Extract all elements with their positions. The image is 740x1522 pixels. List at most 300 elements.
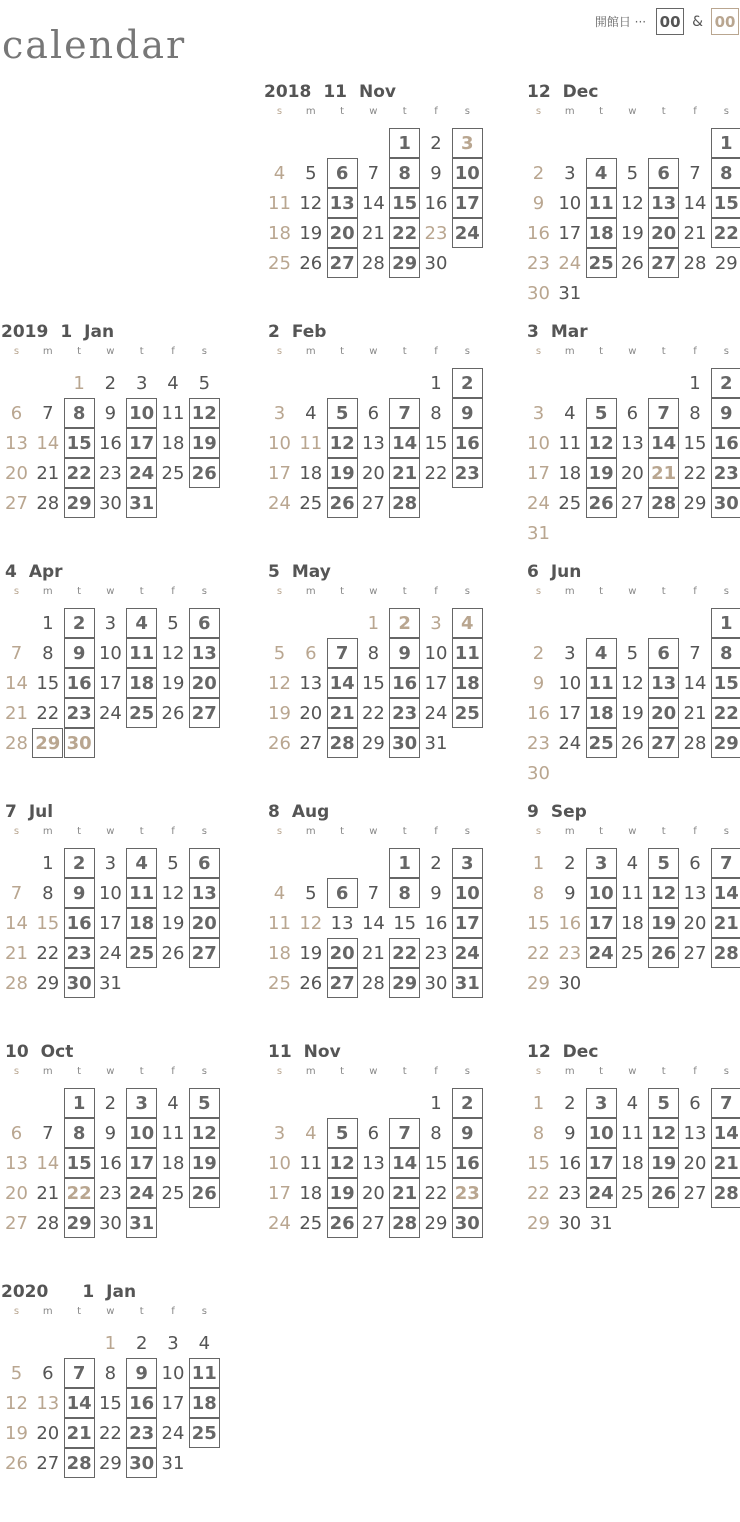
open-day: 15 [711, 188, 740, 218]
calendar-day: 4 [167, 372, 179, 394]
calendar-day: 23 [98, 1182, 122, 1204]
calendar-day: 31 [558, 282, 582, 304]
weekday-label: w [369, 346, 378, 357]
calendar-day: 5 [305, 162, 317, 184]
calendar-day: 29 [527, 1212, 550, 1234]
open-day: 31 [126, 1208, 157, 1238]
calendar-day: 15 [36, 672, 60, 694]
open-day: 15 [711, 668, 740, 698]
calendar-day: 31 [98, 972, 122, 994]
month-number: 11 [268, 1042, 292, 1062]
calendar-day: 16 [558, 1152, 582, 1174]
calendar-day: 27 [5, 492, 28, 514]
calendar-day: 1 [689, 372, 701, 394]
calendar-day: 29 [527, 972, 550, 994]
month-header [1, 562, 63, 584]
calendar-day: 16 [98, 1152, 122, 1174]
calendar-day: 19 [620, 222, 644, 244]
calendar-day: 1 [430, 1092, 442, 1114]
calendar-day: 15 [527, 1152, 550, 1174]
open-day: 5 [327, 398, 358, 428]
calendar-day: 28 [361, 972, 385, 994]
weekday-label: t [599, 106, 604, 117]
open-day: 26 [648, 938, 679, 968]
open-day: 20 [648, 698, 679, 728]
weekday-label: t [139, 826, 144, 837]
calendar-day: 7 [367, 162, 380, 184]
month-cal-2 [264, 322, 484, 562]
open-day: 23 [452, 1178, 483, 1208]
calendar-day: 16 [424, 192, 448, 214]
open-day: 17 [586, 1148, 617, 1178]
weekday-label: m [305, 826, 316, 837]
calendar-day: 14 [5, 672, 28, 694]
calendar-day: 11 [268, 192, 291, 214]
open-day: 17 [452, 188, 483, 218]
open-day: 12 [189, 398, 220, 428]
calendar-day: 2 [564, 1092, 576, 1114]
month-header [523, 1042, 598, 1064]
calendar-day: 3 [273, 1122, 286, 1144]
month-cal-11 [264, 1042, 484, 1282]
weekday-label: f [434, 826, 438, 837]
open-day: 5 [648, 848, 679, 878]
weekday-label: t [402, 826, 407, 837]
weekday-label: f [693, 826, 697, 837]
calendar-day: 25 [620, 1182, 644, 1204]
open-day: 18 [189, 1388, 220, 1418]
weekday-label: t [139, 1306, 144, 1317]
weekday-label: m [564, 346, 575, 357]
weekday-label: f [171, 346, 175, 357]
weekday-label: s [201, 586, 207, 597]
open-day: 25 [452, 698, 483, 728]
month-header [264, 322, 326, 344]
open-day: 5 [327, 1118, 358, 1148]
calendar-day: 22 [36, 942, 60, 964]
calendar-day: 4 [305, 402, 317, 424]
calendar-day: 3 [564, 642, 576, 664]
open-day: 13 [648, 188, 679, 218]
open-day: 20 [648, 218, 679, 248]
open-day: 21 [711, 1148, 740, 1178]
calendar-day: 28 [5, 972, 28, 994]
month-number: 2 [268, 322, 280, 342]
weekday-label: w [628, 1066, 637, 1077]
calendar-day: 24 [424, 702, 448, 724]
calendar-day: 14 [5, 912, 28, 934]
open-day: 27 [327, 248, 358, 278]
open-day: 8 [64, 398, 95, 428]
open-day: 10 [452, 158, 483, 188]
month-cal-8 [264, 802, 484, 1042]
calendar-day: 18 [161, 432, 185, 454]
open-day: 2 [711, 368, 740, 398]
calendar-day: 9 [104, 1122, 117, 1144]
open-day: 28 [711, 1178, 740, 1208]
calendar-day: 24 [161, 1422, 185, 1444]
weekday-label: t [77, 826, 82, 837]
calendar-day: 29 [36, 972, 60, 994]
weekday-label: s [464, 586, 470, 597]
open-day: 11 [126, 878, 157, 908]
open-day: 15 [64, 1148, 95, 1178]
weekday-label: s [723, 1066, 729, 1077]
open-day: 18 [586, 218, 617, 248]
open-day: 9 [452, 398, 483, 428]
month-header [264, 562, 331, 584]
calendar-day: 12 [620, 672, 644, 694]
weekday-label: s [535, 106, 542, 117]
calendar-day: 30 [558, 1212, 582, 1234]
calendar-day: 18 [299, 1182, 323, 1204]
calendar-day: 8 [430, 402, 442, 424]
calendar-day: 8 [532, 1122, 545, 1144]
calendar-day: 11 [161, 1122, 185, 1144]
open-day: 13 [189, 878, 220, 908]
open-day: 2 [64, 848, 95, 878]
calendar-day: 7 [10, 642, 23, 664]
open-day: 7 [389, 398, 420, 428]
open-day: 28 [648, 488, 679, 518]
calendar-day: 30 [424, 972, 448, 994]
calendar-day: 13 [330, 912, 354, 934]
weekday-label: f [693, 586, 697, 597]
open-day: 31 [452, 968, 483, 998]
open-day: 3 [452, 848, 483, 878]
calendar-day: 22 [361, 702, 385, 724]
weekday-label: f [171, 826, 175, 837]
weekday-label: s [276, 346, 283, 357]
open-day: 1 [389, 128, 420, 158]
calendar-day: 8 [689, 402, 701, 424]
open-day: 21 [711, 908, 740, 938]
open-day: 16 [64, 908, 95, 938]
weekday-label: t [599, 826, 604, 837]
weekday-label: w [106, 346, 115, 357]
calendar-day: 5 [273, 642, 286, 664]
calendar-day: 8 [367, 642, 380, 664]
open-day: 18 [586, 698, 617, 728]
open-day: 23 [389, 698, 420, 728]
calendar-day: 3 [430, 612, 442, 634]
month-cal-3 [523, 322, 740, 562]
open-day: 29 [64, 1208, 95, 1238]
calendar-day: 3 [564, 162, 576, 184]
open-day: 30 [389, 728, 420, 758]
weekday-label: w [369, 826, 378, 837]
calendar-day: 19 [268, 702, 291, 724]
calendar-day: 6 [10, 402, 23, 424]
month-number: 3 [527, 322, 539, 342]
weekday-label: s [464, 1066, 470, 1077]
weekday-label: s [201, 1306, 207, 1317]
calendar-day: 21 [5, 702, 28, 724]
calendar-day: 30 [527, 282, 550, 304]
weekday-label: s [13, 1066, 20, 1077]
open-day: 23 [126, 1418, 157, 1448]
open-day: 1 [711, 608, 740, 638]
open-day: 22 [711, 698, 740, 728]
calendar-day: 9 [430, 882, 442, 904]
month-number: 5 [268, 562, 280, 582]
calendar-day: 27 [620, 492, 644, 514]
calendar-day: 6 [367, 1122, 380, 1144]
weekday-label: s [464, 106, 470, 117]
weekday-label: w [369, 1066, 378, 1077]
weekday-label: f [171, 1066, 175, 1077]
open-day: 29 [389, 248, 420, 278]
open-day: 14 [327, 668, 358, 698]
open-day: 20 [327, 938, 358, 968]
calendar-day: 28 [683, 252, 707, 274]
weekday-label: t [139, 346, 144, 357]
open-day: 24 [126, 458, 157, 488]
weekday-label: m [564, 106, 575, 117]
weekday-label: f [434, 106, 438, 117]
calendar-day: 25 [268, 252, 291, 274]
month-number: 9 [527, 802, 539, 822]
calendar-day: 20 [361, 1182, 385, 1204]
weekday-label: m [305, 1066, 316, 1077]
open-day: 19 [648, 1148, 679, 1178]
calendar-day: 16 [424, 912, 448, 934]
calendar-day: 13 [299, 672, 323, 694]
calendar-day: 10 [558, 672, 582, 694]
calendar-day: 27 [361, 1212, 385, 1234]
calendar-day: 21 [683, 702, 707, 724]
calendar-day: 20 [5, 1182, 28, 1204]
open-day: 25 [586, 248, 617, 278]
weekday-label: f [693, 106, 697, 117]
calendar-day: 13 [683, 882, 707, 904]
calendar-day: 13 [620, 432, 644, 454]
weekday-label: t [402, 106, 407, 117]
month-cal-10 [1, 1042, 221, 1282]
calendar-day: 8 [104, 1362, 117, 1384]
month-name: Dec [562, 1042, 599, 1062]
calendar-day: 4 [273, 162, 286, 184]
calendar-day: 16 [98, 432, 122, 454]
calendar-day: 31 [527, 522, 550, 544]
open-day: 20 [189, 908, 220, 938]
open-day: 11 [452, 638, 483, 668]
open-day: 14 [711, 878, 740, 908]
month-header [1, 802, 53, 824]
open-day: 18 [452, 668, 483, 698]
open-day: 7 [711, 848, 740, 878]
open-day: 28 [389, 488, 420, 518]
open-day: 26 [189, 458, 220, 488]
calendar-day: 15 [424, 1152, 448, 1174]
weekday-label: t [340, 106, 345, 117]
open-day: 18 [126, 668, 157, 698]
open-day: 9 [452, 1118, 483, 1148]
calendar-day: 24 [268, 1212, 291, 1234]
calendar-day: 3 [532, 402, 545, 424]
open-day: 8 [711, 638, 740, 668]
calendar-day: 4 [626, 1092, 639, 1114]
calendar-day: 11 [268, 912, 291, 934]
calendar-day: 14 [36, 432, 60, 454]
open-day: 30 [126, 1448, 157, 1478]
month-header [1, 1282, 136, 1304]
calendar-day: 9 [532, 192, 545, 214]
calendar-day: 28 [36, 1212, 60, 1234]
calendar-day: 13 [361, 432, 385, 454]
weekday-label: s [723, 826, 729, 837]
open-day: 16 [711, 428, 740, 458]
calendar-day: 3 [273, 402, 286, 424]
calendar-day: 4 [564, 402, 576, 424]
calendar-day: 10 [98, 642, 122, 664]
open-day: 25 [126, 698, 157, 728]
open-day: 7 [711, 1088, 740, 1118]
month-cal-7 [1, 802, 221, 1042]
calendar-day: 6 [42, 1362, 54, 1384]
open-day: 30 [711, 488, 740, 518]
month-cal-5 [264, 562, 484, 802]
calendar-day: 2 [430, 132, 442, 154]
open-day: 28 [327, 728, 358, 758]
calendar-day: 23 [527, 732, 550, 754]
calendar-day: 24 [98, 942, 122, 964]
month-number: 12 [527, 1042, 551, 1062]
month-number: 4 [5, 562, 17, 582]
open-day: 4 [586, 158, 617, 188]
month-name: Nov [303, 1042, 341, 1062]
calendar-day: 27 [5, 1212, 28, 1234]
open-day: 10 [126, 1118, 157, 1148]
calendar-day: 18 [161, 1152, 185, 1174]
open-day: 22 [389, 218, 420, 248]
open-day: 27 [189, 698, 220, 728]
weekday-label: s [13, 826, 20, 837]
calendar-day: 12 [620, 192, 644, 214]
calendar-day: 27 [683, 1182, 707, 1204]
weekday-label: m [42, 826, 53, 837]
calendar-day: 5 [305, 882, 317, 904]
calendar-day: 1 [42, 612, 54, 634]
calendar-day: 5 [626, 162, 639, 184]
weekday-label: s [201, 826, 207, 837]
open-day: 30 [64, 728, 95, 758]
weekday-label: t [661, 586, 666, 597]
weekday-label: m [42, 586, 53, 597]
calendar-day: 2 [104, 1092, 117, 1114]
weekday-label: s [276, 1066, 283, 1077]
calendar-day: 28 [36, 492, 60, 514]
month-header [1, 1042, 73, 1064]
month-name: Aug [291, 802, 330, 822]
calendar-day: 31 [589, 1212, 613, 1234]
open-day: 21 [389, 458, 420, 488]
calendar-day: 26 [161, 942, 185, 964]
calendar-day: 9 [564, 1122, 576, 1144]
calendar-day: 3 [104, 612, 117, 634]
open-day: 30 [452, 1208, 483, 1238]
open-day: 7 [64, 1358, 95, 1388]
calendar-day: 16 [527, 702, 550, 724]
weekday-label: t [340, 1066, 345, 1077]
open-day: 12 [189, 1118, 220, 1148]
calendar-day: 12 [268, 672, 291, 694]
calendar-day: 10 [558, 192, 582, 214]
calendar-day: 23 [98, 462, 122, 484]
weekday-label: s [464, 346, 470, 357]
open-day: 13 [327, 188, 358, 218]
calendar-day: 6 [689, 1092, 701, 1114]
open-day: 7 [648, 398, 679, 428]
calendar-day: 30 [98, 1212, 122, 1234]
calendar-day: 20 [299, 702, 323, 724]
month-header [1, 322, 114, 344]
calendar-day: 26 [620, 732, 644, 754]
weekday-label: m [564, 826, 575, 837]
calendar-day: 7 [367, 882, 380, 904]
open-day: 12 [327, 428, 358, 458]
calendar-day: 23 [527, 252, 550, 274]
open-day: 11 [586, 668, 617, 698]
weekday-label: w [628, 346, 637, 357]
calendar-day: 15 [98, 1392, 122, 1414]
calendar-day: 30 [527, 762, 550, 784]
open-day: 15 [389, 188, 420, 218]
calendar-day: 2 [532, 162, 545, 184]
open-day: 26 [327, 1208, 358, 1238]
calendar-day: 7 [689, 162, 701, 184]
page-title: calendar [2, 23, 187, 68]
weekday-label: s [535, 1066, 542, 1077]
calendar-day: 17 [98, 912, 122, 934]
calendar-day: 29 [424, 1212, 448, 1234]
open-day: 27 [189, 938, 220, 968]
calendar-day: 2 [532, 642, 545, 664]
open-day: 14 [711, 1118, 740, 1148]
open-day: 4 [126, 848, 157, 878]
calendar-day: 24 [558, 732, 582, 754]
month-number: 1 [82, 1282, 95, 1302]
calendar-day: 1 [532, 1092, 545, 1114]
calendar-day: 22 [36, 702, 60, 724]
legend-holiday-open-box: 00 [711, 8, 739, 35]
weekday-label: s [535, 586, 542, 597]
calendar-day: 9 [564, 882, 576, 904]
calendar-day: 15 [683, 432, 707, 454]
calendar-day: 31 [161, 1452, 185, 1474]
calendar-day: 25 [299, 492, 323, 514]
calendar-day: 12 [299, 912, 323, 934]
calendar-day: 21 [361, 222, 385, 244]
calendar-day: 19 [161, 912, 185, 934]
open-day: 28 [711, 938, 740, 968]
weekday-label: s [13, 586, 20, 597]
calendar-day: 15 [393, 912, 417, 934]
open-day: 3 [452, 128, 483, 158]
calendar-day: 26 [299, 252, 323, 274]
calendar-day: 10 [268, 1152, 291, 1174]
open-day: 9 [64, 638, 95, 668]
weekday-label: s [13, 1306, 20, 1317]
weekday-label: t [599, 1066, 604, 1077]
calendar-day: 24 [268, 492, 291, 514]
weekday-label: t [139, 586, 144, 597]
calendar-day: 17 [98, 672, 122, 694]
weekday-label: s [723, 586, 729, 597]
weekday-label: m [42, 1066, 53, 1077]
weekday-label: t [402, 346, 407, 357]
open-day: 31 [126, 488, 157, 518]
